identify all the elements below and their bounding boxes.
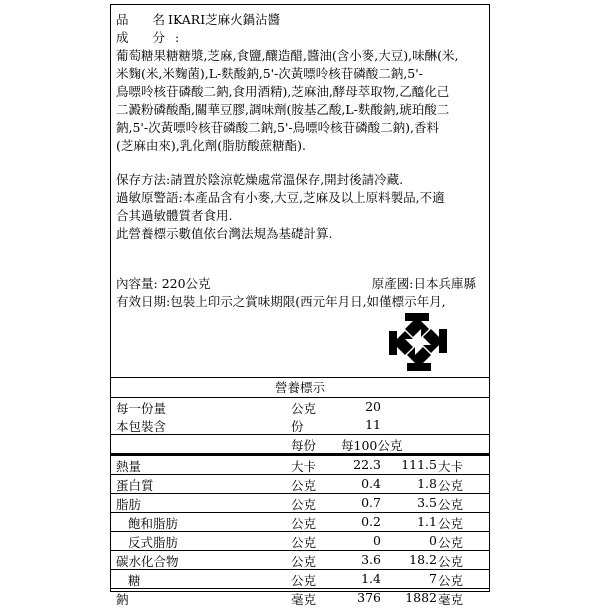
storage-instructions: 保存方法:請置於陰涼乾燥處常溫保存,開封後請冷藏.: [116, 172, 404, 187]
column-per-serving: 每份: [291, 438, 317, 453]
nutrition-basis-note: 此營養標示數值依台灣法規為基礎計算.: [116, 226, 333, 241]
serving-size-unit: 公克: [291, 401, 317, 416]
ingredients-line: 二澱粉磷酸酯,關華豆膠,調味劑(胺基乙酸,L-麩酸鈉,琥珀酸二: [116, 102, 450, 117]
per-100g-unit: 毫克: [438, 592, 464, 607]
nutrient-row: [111, 551, 489, 569]
per-serving-value: 376: [357, 590, 381, 605]
per-serving-unit: 大卡: [291, 459, 317, 474]
nutrient-name: 碳水化合物: [116, 554, 179, 569]
expiry-date: 有效日期:包裝上印示之賞味期限(西元年月日,如僅標示年月,: [116, 294, 446, 309]
nutrition-title: 營養標示: [274, 380, 325, 395]
ingredients-list: [116, 47, 484, 155]
serving-size-label: 每一份量: [116, 401, 167, 416]
per-serving-value: 22.3: [353, 457, 381, 472]
ingredients-line: 葡萄糖果糖糖漿,芝麻,食鹽,釀造醋,醬油(含小麥,大豆),味醂(米,: [116, 48, 459, 63]
servings-value: 11: [365, 417, 381, 432]
ingredients-line: 鈉,5'-次黃嘌呤核苷磷酸二鈉,5'-鳥嘌呤核苷磷酸二鈉),香料: [116, 120, 440, 135]
allergen-warning: [116, 189, 484, 225]
allergen-line: 過敏原警語:本產品含有小麥,大豆,芝麻及以上原料製品,不適: [116, 190, 445, 205]
nutrient-row: [111, 589, 489, 607]
per-100g-unit: 公克: [438, 554, 464, 569]
per-100g-unit: 公克: [438, 478, 464, 493]
per-serving-value: 0.4: [361, 476, 381, 491]
per-serving-unit: 毫克: [291, 592, 317, 607]
per-100g-value: 1.8: [417, 476, 437, 491]
product-name-label: 品 名:: [116, 12, 190, 27]
per-100g-unit: 公克: [438, 573, 464, 588]
per-100g-unit: 公克: [438, 516, 464, 531]
nutrient-name: 鈉: [116, 592, 129, 607]
nutrient-name: 反式脂肪: [128, 535, 179, 550]
per-100g-unit: 公克: [438, 535, 464, 550]
nutrient-row: [111, 475, 489, 493]
servings-unit: 份: [291, 419, 304, 434]
per-serving-value: 0.2: [361, 514, 381, 529]
net-content-value: 220公克: [161, 276, 211, 291]
nutrient-row: [111, 494, 489, 512]
product-name-row: [116, 11, 484, 29]
label-text-block: [116, 11, 484, 311]
ingredients-line: 鳥嘌呤核苷磷酸二鈉,食用酒精),芝麻油,酵母萃取物,乙醯化己: [116, 84, 450, 99]
servings-row: [111, 416, 489, 434]
per-100g-value: 0: [429, 533, 437, 548]
per-100g-value: 3.5: [417, 495, 437, 510]
nutrient-table: [111, 456, 489, 607]
allergen-line: 合其過敏體質者食用.: [116, 208, 233, 223]
product-name-value: IKARI芝麻火鍋沾醬: [168, 12, 281, 27]
nutrient-row: [111, 513, 489, 531]
ingredients-line: (芝麻由來),乳化劑(脂肪酸蔗糖酯).: [116, 138, 306, 153]
nutrient-name: 熱量: [116, 459, 142, 474]
column-header-row: [111, 435, 489, 453]
net-content-label: 內容量:: [116, 276, 158, 291]
per-serving-value: 3.6: [361, 552, 381, 567]
per-100g-value: 1.1: [417, 514, 437, 529]
per-100g-value: 111.5: [401, 457, 437, 472]
per-serving-value: 0.7: [361, 495, 381, 510]
recycle-icon: [387, 311, 449, 373]
column-per-100g: 每100公克: [341, 438, 403, 453]
per-serving-unit: 公克: [291, 573, 317, 588]
per-serving-unit: 公克: [291, 535, 317, 550]
product-label: [110, 4, 490, 607]
per-serving-value: 1.4: [361, 571, 381, 586]
nutrient-row: [111, 456, 489, 474]
per-serving-unit: 公克: [291, 516, 317, 531]
per-100g-value: 7: [429, 571, 437, 586]
per-serving-unit: 公克: [291, 497, 317, 512]
nutrient-name: 飽和脂肪: [128, 516, 179, 531]
per-100g-unit: 大卡: [438, 459, 464, 474]
nutrition-facts: [111, 377, 489, 607]
per-serving-value: 0: [373, 533, 381, 548]
nutrient-name: 蛋白質: [116, 478, 154, 493]
nutrient-name: 糖: [128, 573, 141, 588]
per-100g-value: 18.2: [409, 552, 437, 567]
per-serving-unit: 公克: [291, 554, 317, 569]
nutrient-row: [111, 532, 489, 550]
per-100g-unit: 公克: [438, 497, 464, 512]
nutrient-row: [111, 570, 489, 588]
net-content-row: [116, 275, 484, 293]
origin-country: 原產國:日本兵庫縣: [371, 276, 476, 291]
ingredients-line: 米麴(米,米麴菌),L-麩酸鈉,5'-次黃嘌呤核苷磷酸二鈉,5'-: [116, 66, 423, 81]
serving-size-value: 20: [365, 399, 381, 414]
net-content: [116, 275, 211, 293]
ingredients-label: 成 分:: [116, 30, 190, 45]
serving-size-row: [111, 398, 489, 416]
servings-label: 本包裝含: [116, 419, 167, 434]
nutrient-name: 脂肪: [116, 497, 142, 512]
per-100g-value: 1882: [405, 590, 437, 605]
per-serving-unit: 公克: [291, 478, 317, 493]
